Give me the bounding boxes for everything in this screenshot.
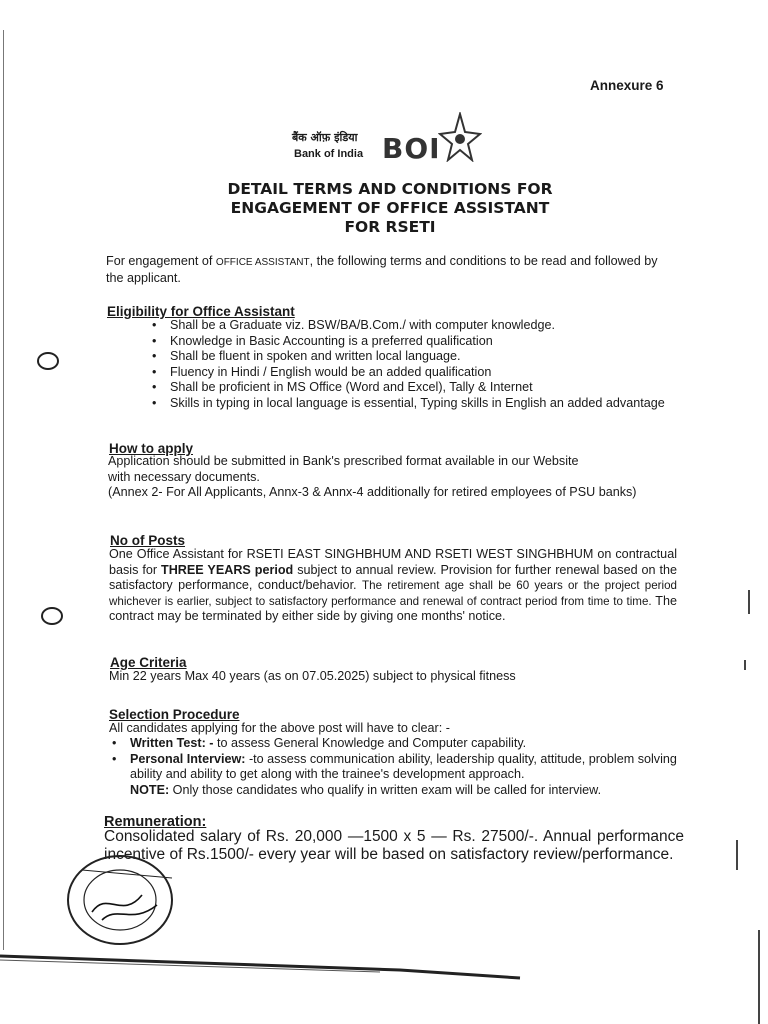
written-test-label: Written Test: - (130, 736, 214, 750)
apply-line-3: (Annex 2- For All Applicants, Annx-3 & Annx-4 additionally for retired employees of PSU banks) (108, 485, 637, 499)
punch-hole-top (37, 352, 59, 370)
title-line-1: DETAIL TERMS AND CONDITIONS FOR (227, 180, 553, 198)
intro-pre: For engagement of (106, 254, 216, 268)
note-text: Only those candidates who qualify in written exam will be called for interview. (169, 782, 602, 797)
intro-paragraph (106, 254, 676, 286)
eligibility-item: • Knowledge in Basic Accounting is a preferred qualification (148, 334, 678, 350)
selection-intro: All candidates applying for the above post will have to clear: - (109, 721, 450, 735)
eligibility-item: • Skills in typing in local language is essential, Typing skills in English an added advantage (148, 396, 678, 412)
selection-item-written (108, 736, 683, 752)
logo-english-text: Bank of India (294, 148, 364, 160)
remuneration-text: Consolidated salary of Rs. 20,000 —1500 x 5 — Rs. 27500/-. Annual performance incentive of Rs.1500/- every year will be based on satisfactory review/performance. (104, 828, 684, 863)
written-test-text: to assess General Knowledge and Computer capability. (213, 736, 527, 750)
age-criteria-text: Min 22 years Max 40 years (as on 07.05.2025) subject to physical fitness (109, 669, 516, 683)
left-margin-line (3, 30, 4, 950)
logo-hindi-text: बैंक ऑफ़ इंडिया (292, 131, 358, 144)
how-to-apply-text (108, 454, 678, 501)
apply-line-2: with necessary documents. (108, 469, 260, 484)
how-to-apply-heading: How to apply (109, 441, 193, 456)
eligibility-item: • Shall be fluent in spoken and written local language. (148, 349, 678, 365)
zone-stamp-seal (62, 850, 180, 950)
right-scan-mark-1 (748, 590, 750, 614)
posts-part-4: The contract may be terminated by either side by giving one months' notice. (109, 593, 677, 623)
no-of-posts-text (109, 547, 677, 625)
intro-role: OFFICE ASSISTANT (215, 257, 310, 268)
selection-heading: Selection Procedure (109, 707, 240, 722)
right-scan-mark-3 (736, 840, 738, 870)
logo-boi-text: BOI (382, 132, 441, 165)
title-line-3: FOR RSETI (344, 218, 436, 236)
remuneration-heading: Remuneration: (104, 814, 207, 830)
selection-list (108, 736, 683, 798)
posts-part-3: The retirement age shall be 60 years or the project period whichever is earlier, subject to satisfactory performance and renewal of contract period from time to time. (109, 579, 677, 608)
punch-hole-bottom (41, 607, 63, 625)
posts-period-bold: THREE YEARS period (161, 562, 294, 577)
eligibility-list (148, 318, 678, 411)
star-icon (438, 112, 482, 162)
right-scan-mark-2 (744, 660, 746, 670)
posts-part-2: subject to annual review. Provision for further renewal based on the satisfactory performance, conduct/behavior. (109, 562, 678, 592)
title-line-2: ENGAGEMENT OF OFFICE ASSISTANT (230, 199, 550, 217)
intro-rest: , the following terms and conditions to be read and followed by the applicant. (106, 254, 658, 285)
eligibility-item: • Shall be a Graduate viz. BSW/BA/B.Com./ with computer knowledge. (148, 318, 678, 334)
apply-line-1: Application should be submitted in Bank's prescribed format available in our Website (108, 454, 579, 468)
eligibility-item: • Shall be proficient in MS Office (Word and Excel), Tally & Internet (148, 380, 678, 396)
interview-label: Personal Interview: (130, 751, 246, 766)
posts-part-1: One Office Assistant for RSETI EAST SINGHBHUM AND RSETI WEST SINGHBHUM on contractual basis for (109, 547, 677, 577)
eligibility-item: • Fluency in Hindi / English would be an added qualification (148, 365, 678, 381)
eligibility-heading: Eligibility for Office Assistant (107, 304, 295, 319)
note-label: NOTE: (130, 782, 170, 797)
bank-logo (292, 118, 492, 168)
selection-item-interview (108, 752, 683, 799)
no-of-posts-heading: No of Posts (110, 533, 186, 548)
annexure-label: Annexure 6 (590, 78, 664, 93)
document-title (140, 180, 640, 237)
interview-text: -to assess communication ability, leadership quality, attitude, problem solving ability and ability to get along with the trainee's development approach. (130, 751, 677, 781)
age-criteria-heading: Age Criteria (110, 655, 187, 670)
